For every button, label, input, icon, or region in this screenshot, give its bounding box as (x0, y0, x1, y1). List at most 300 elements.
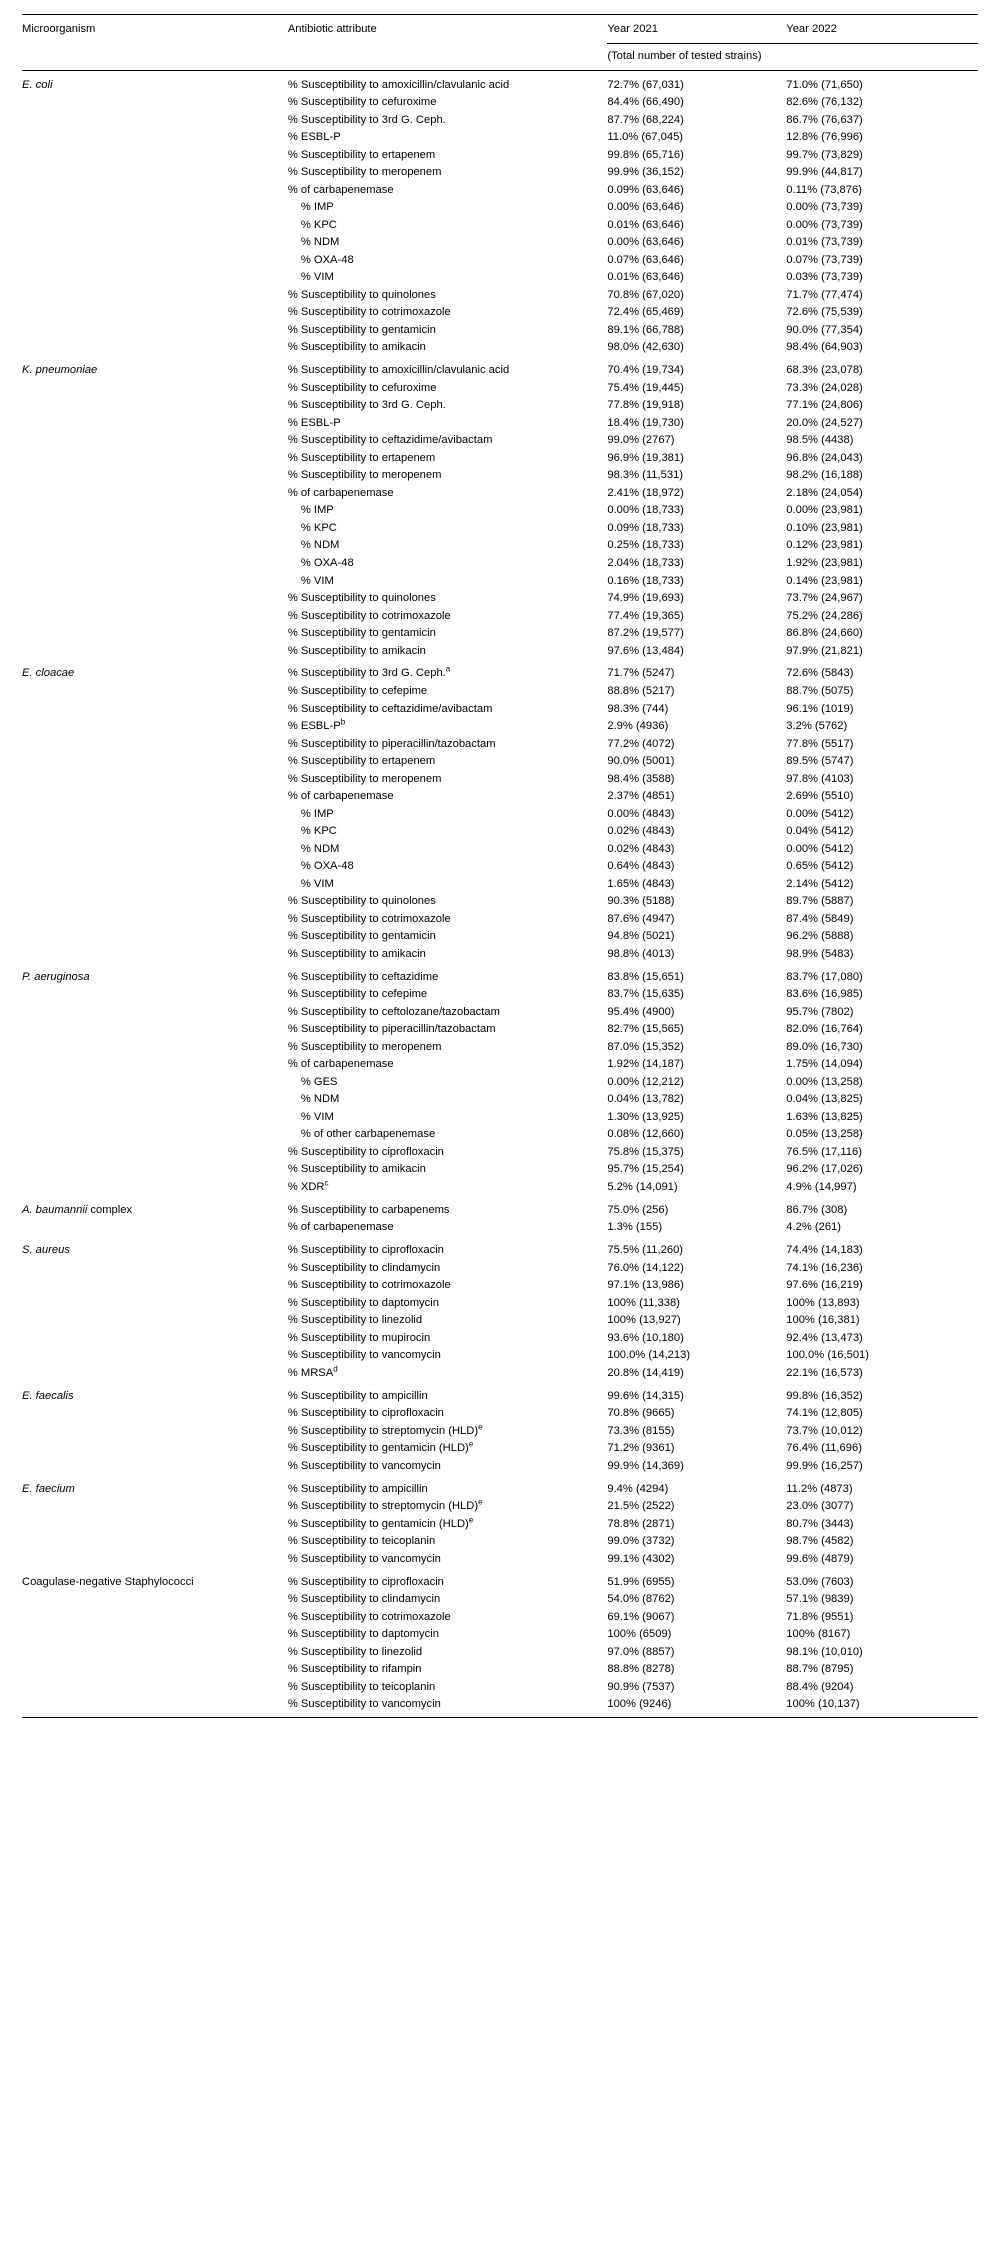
cell-attribute: % Susceptibility to mupirocin (287, 1331, 431, 1344)
table-row (22, 519, 978, 537)
cell-attribute: % Susceptibility to meropenem (287, 166, 442, 179)
cell-organism (22, 111, 288, 129)
cell-organism (22, 1259, 288, 1277)
cell-year-2021: 87.7% (68,224) (607, 113, 684, 126)
cell-year-2022: 0.00% (5412) (786, 842, 854, 855)
cell-attribute: % Susceptibility to clindamycin (287, 1593, 441, 1606)
cell-year-2021: 99.9% (14,369) (607, 1459, 684, 1472)
cell-year-2022: 87.4% (5849) (786, 912, 854, 925)
cell-organism (22, 1591, 288, 1609)
cell-year-2021: 83.7% (15,635) (607, 988, 684, 1001)
table-row (22, 752, 978, 770)
table-row (22, 717, 978, 735)
cell-organism (22, 805, 288, 823)
cell-organism: E. cloacae (22, 667, 75, 680)
cell-attribute: % XDR$^c$ (287, 1178, 329, 1193)
cell-attribute: % Susceptibility to cotrimoxazole (287, 1610, 451, 1623)
cell-attribute: % Susceptibility to vancomycin (287, 1349, 441, 1362)
table-row (22, 1591, 978, 1609)
table-row (22, 1108, 978, 1126)
cell-year-2021: 99.0% (3732) (607, 1535, 675, 1548)
cell-organism (22, 216, 288, 234)
cell-attribute: % IMP (300, 807, 334, 820)
cell-year-2021: 77.2% (4072) (607, 737, 675, 750)
table-row (22, 659, 978, 682)
cell-organism (22, 1364, 288, 1382)
cell-year-2022: 73.7% (10,012) (786, 1424, 863, 1437)
cell-attribute: % Susceptibility to ciprofloxacin (287, 1244, 444, 1257)
cell-year-2021: 100% (9246) (607, 1698, 672, 1711)
cell-attribute: % Susceptibility to meropenem (287, 1040, 442, 1053)
cell-year-2022: 57.1% (9839) (786, 1593, 854, 1606)
cell-year-2022: 98.4% (64,903) (786, 341, 863, 354)
cell-attribute: % NDM (300, 1093, 340, 1106)
cell-attribute: % Susceptibility to teicoplanin (287, 1680, 436, 1693)
cell-year-2022: 82.0% (16,764) (786, 1023, 863, 1036)
table-row (22, 945, 978, 963)
cell-year-2021: 69.1% (9067) (607, 1610, 675, 1623)
table-row (22, 770, 978, 788)
table-row (22, 1440, 978, 1458)
cell-year-2021: 75.5% (11,260) (607, 1244, 684, 1257)
cell-year-2021: 98.0% (42,630) (607, 341, 684, 354)
cell-year-2021: 70.8% (9665) (607, 1407, 675, 1420)
cell-organism (22, 1294, 288, 1312)
cell-organism (22, 1347, 288, 1365)
cell-organism (22, 339, 288, 357)
cell-attribute: % Susceptibility to ampicillin (287, 1389, 428, 1402)
cell-year-2022: 89.0% (16,730) (786, 1040, 863, 1053)
cell-organism (22, 752, 288, 770)
cell-year-2022: 77.1% (24,806) (786, 399, 863, 412)
table-body (22, 15, 978, 1719)
cell-year-2022: 2.14% (5412) (786, 877, 854, 890)
cell-year-2022: 89.5% (5747) (786, 755, 854, 768)
cell-organism (22, 467, 288, 485)
table-row (22, 94, 978, 112)
cell-attribute: % VIM (300, 877, 334, 890)
cell-year-2021: 98.4% (3588) (607, 772, 675, 785)
cell-attribute: % of carbapenemase (287, 1058, 394, 1071)
cell-attribute: % Susceptibility to teicoplanin (287, 1535, 436, 1548)
table-row (22, 164, 978, 182)
cell-organism (22, 379, 288, 397)
cell-year-2022: 88.7% (8795) (786, 1663, 854, 1676)
cell-organism: A. baumannii complex (22, 1203, 133, 1216)
cell-organism: E. faecium (22, 1482, 75, 1495)
cell-year-2021: 1.3% (155) (607, 1221, 663, 1234)
cell-attribute: % ESBL-P (287, 416, 341, 429)
cell-year-2021: 98.8% (4013) (607, 947, 675, 960)
cell-attribute: % Susceptibility to cefuroxime (287, 381, 437, 394)
cell-attribute: % Susceptibility to ciprofloxacin (287, 1407, 444, 1420)
cell-year-2022: 1.63% (13,825) (786, 1110, 863, 1123)
table-row (22, 537, 978, 555)
table-row (22, 397, 978, 415)
table-row (22, 129, 978, 147)
cell-year-2021: 100.0% (14,213) (607, 1349, 691, 1362)
cell-attribute: % Susceptibility to quinolones (287, 288, 436, 301)
cell-year-2021: 94.8% (5021) (607, 930, 675, 943)
cell-attribute: % Susceptibility to amoxicillin/clavulanic acid (287, 78, 510, 91)
cell-attribute: % Susceptibility to vancomycin (287, 1459, 441, 1472)
cell-attribute: % Susceptibility to piperacillin/tazobactam (287, 737, 496, 750)
table-row (22, 1498, 978, 1516)
cell-attribute: % Susceptibility to linezolid (287, 1645, 423, 1658)
cell-year-2021: 99.0% (2767) (607, 434, 675, 447)
cell-year-2021: 97.6% (13,484) (607, 644, 684, 657)
cell-year-2022: 88.4% (9204) (786, 1680, 854, 1693)
cell-year-2021: 98.3% (744) (607, 702, 669, 715)
cell-year-2021: 77.8% (19,918) (607, 399, 684, 412)
table-row (22, 1178, 978, 1196)
table-row (22, 251, 978, 269)
cell-year-2021: 87.2% (19,577) (607, 627, 684, 640)
cell-year-2021: 89.1% (66,788) (607, 323, 684, 336)
cell-attribute: % Susceptibility to ampicillin (287, 1482, 428, 1495)
table-row (22, 1056, 978, 1074)
table-row (22, 788, 978, 806)
table-row (22, 432, 978, 450)
cell-year-2021: 0.02% (4843) (607, 842, 675, 855)
cell-year-2021: 90.9% (7537) (607, 1680, 675, 1693)
cell-year-2021: 84.4% (66,490) (607, 96, 684, 109)
cell-attribute: % Susceptibility to ceftazidime/avibactam (287, 702, 493, 715)
cell-attribute: % Susceptibility to 3rd G. Ceph.$^a$ (287, 664, 451, 680)
cell-year-2022: 0.00% (13,258) (786, 1075, 863, 1088)
cell-year-2022: 90.0% (77,354) (786, 323, 863, 336)
cell-attribute: % NDM (300, 236, 340, 249)
cell-attribute: % Susceptibility to carbapenems (287, 1203, 450, 1216)
cell-year-2021: 75.8% (15,375) (607, 1145, 684, 1158)
cell-organism (22, 1626, 288, 1644)
cell-attribute: % MRSA$^d$ (287, 1364, 338, 1379)
cell-year-2022: 76.4% (11,696) (786, 1442, 862, 1455)
table-row (22, 1161, 978, 1179)
cell-attribute: % NDM (300, 842, 340, 855)
cell-attribute: % Susceptibility to amoxicillin/clavulanic acid (287, 364, 510, 377)
cell-year-2021: 0.07% (63,646) (607, 253, 684, 266)
cell-attribute: % Susceptibility to vancomycin (287, 1552, 441, 1565)
cell-organism (22, 502, 288, 520)
cell-year-2022: 86.7% (76,637) (786, 113, 863, 126)
cell-attribute: % Susceptibility to linezolid (287, 1314, 423, 1327)
tested-strains-note-row (22, 44, 978, 70)
cell-organism (22, 642, 288, 660)
cell-attribute: % Susceptibility to vancomycin (287, 1698, 441, 1711)
cell-year-2021: 71.7% (5247) (607, 667, 675, 680)
table-row (22, 1550, 978, 1568)
cell-organism (22, 397, 288, 415)
cell-attribute: % Susceptibility to gentamicin (HLD)$^e$ (287, 1515, 474, 1530)
cell-year-2021: 78.8% (2871) (607, 1517, 675, 1530)
table-row (22, 624, 978, 642)
table-row (22, 1661, 978, 1679)
table-row (22, 554, 978, 572)
table-row (22, 379, 978, 397)
cell-attribute: % VIM (300, 574, 334, 587)
header-organism: Microorganism (22, 23, 96, 35)
table-row (22, 269, 978, 287)
cell-organism: E. coli (22, 78, 53, 91)
cell-organism (22, 1457, 288, 1475)
cell-year-2021: 88.8% (8278) (607, 1663, 675, 1676)
cell-year-2021: 51.9% (6955) (607, 1575, 675, 1588)
cell-year-2021: 2.04% (18,733) (607, 556, 684, 569)
cell-year-2022: 3.2% (5762) (786, 720, 848, 733)
cell-year-2022: 96.8% (24,043) (786, 451, 863, 464)
table-row (22, 449, 978, 467)
cell-year-2021: 0.00% (18,733) (607, 504, 684, 517)
cell-organism (22, 1550, 288, 1568)
table-row (22, 928, 978, 946)
table-row (22, 607, 978, 625)
cell-organism (22, 624, 288, 642)
cell-year-2022: 98.2% (16,188) (786, 469, 863, 482)
cell-year-2021: 75.0% (256) (607, 1203, 669, 1216)
table-row (22, 1143, 978, 1161)
cell-year-2022: 98.9% (5483) (786, 947, 854, 960)
cell-organism (22, 735, 288, 753)
table-row (22, 1608, 978, 1626)
cell-organism (22, 1038, 288, 1056)
table-row (22, 1073, 978, 1091)
cell-attribute: % OXA-48 (300, 860, 354, 873)
table-row (22, 502, 978, 520)
cell-organism (22, 682, 288, 700)
table-row (22, 181, 978, 199)
cell-year-2022: 96.2% (5888) (786, 930, 854, 943)
cell-attribute: % Susceptibility to ceftolozane/tazobactam (287, 1005, 500, 1018)
table-row (22, 1312, 978, 1330)
cell-attribute: % Susceptibility to ertapenem (287, 451, 436, 464)
cell-organism (22, 1312, 288, 1330)
cell-attribute: % Susceptibility to amikacin (287, 341, 426, 354)
cell-year-2022: 100% (10,137) (786, 1698, 860, 1711)
cell-year-2022: 83.7% (17,080) (786, 970, 863, 983)
cell-attribute: % KPC (300, 218, 337, 231)
cell-organism (22, 1696, 288, 1714)
cell-attribute: % Susceptibility to streptomycin (HLD)$^e$ (287, 1422, 483, 1437)
cell-organism (22, 304, 288, 322)
cell-year-2021: 2.9% (4936) (607, 720, 669, 733)
cell-year-2021: 0.00% (63,646) (607, 236, 684, 249)
cell-year-2022: 1.75% (14,094) (786, 1058, 863, 1071)
cell-year-2021: 0.64% (4843) (607, 860, 675, 873)
table-row (22, 700, 978, 718)
table-row (22, 414, 978, 432)
cell-attribute: % Susceptibility to daptomycin (287, 1296, 439, 1309)
cell-attribute: % Susceptibility to ceftazidime (287, 970, 439, 983)
cell-year-2021: 5.2% (14,091) (607, 1180, 678, 1193)
cell-attribute: % Susceptibility to gentamicin (HLD)$^e$ (287, 1439, 474, 1455)
cell-organism (22, 286, 288, 304)
cell-organism (22, 1178, 288, 1196)
cell-year-2021: 74.9% (19,693) (607, 592, 684, 605)
cell-attribute: % IMP (300, 504, 334, 517)
cell-year-2022: 95.7% (7802) (786, 1005, 854, 1018)
cell-organism (22, 1515, 288, 1533)
table-row (22, 1643, 978, 1661)
cell-attribute: % Susceptibility to amikacin (287, 1163, 426, 1176)
cell-attribute: % Susceptibility to cefepime (287, 988, 428, 1001)
cell-year-2022: 2.18% (24,054) (786, 486, 863, 499)
table-row (22, 893, 978, 911)
table-row (22, 1626, 978, 1644)
cell-year-2022: 76.5% (17,116) (786, 1145, 862, 1158)
cell-organism (22, 1003, 288, 1021)
cell-year-2022: 23.0% (3077) (786, 1500, 854, 1513)
cell-year-2021: 9.4% (4294) (607, 1482, 669, 1495)
cell-attribute: % Susceptibility to cefepime (287, 685, 428, 697)
cell-year-2022: 97.6% (16,219) (786, 1279, 863, 1292)
cell-attribute: % Susceptibility to piperacillin/tazobactam (287, 1023, 496, 1036)
table-row (22, 1678, 978, 1696)
cell-attribute: % of carbapenemase (287, 1221, 394, 1234)
cell-year-2022: 99.8% (16,352) (786, 1389, 863, 1402)
header-year-2022: Year 2022 (786, 23, 837, 35)
table-row (22, 1382, 978, 1405)
cell-organism (22, 449, 288, 467)
table-row (22, 572, 978, 590)
table-row (22, 1405, 978, 1423)
cell-attribute: % Susceptibility to ciprofloxacin (287, 1145, 444, 1158)
cell-organism (22, 1277, 288, 1295)
cell-year-2022: 0.12% (23,981) (786, 539, 863, 552)
cell-year-2022: 96.2% (17,026) (786, 1163, 863, 1176)
header-year-2021: Year 2021 (607, 23, 658, 35)
table-row (22, 1568, 978, 1591)
cell-attribute: % Susceptibility to 3rd G. Ceph. (287, 113, 446, 126)
cell-attribute: % NDM (300, 539, 340, 552)
cell-year-2022: 72.6% (75,539) (786, 306, 863, 319)
cell-year-2022: 20.0% (24,527) (786, 416, 863, 429)
cell-organism (22, 1126, 288, 1144)
cell-year-2022: 77.8% (5517) (786, 737, 854, 750)
cell-attribute: % Susceptibility to 3rd G. Ceph. (287, 399, 446, 412)
cell-year-2022: 92.4% (13,473) (786, 1331, 863, 1344)
cell-attribute: % GES (300, 1075, 338, 1088)
table-row (22, 1329, 978, 1347)
table-row (22, 146, 978, 164)
cell-year-2022: 0.11% (73,876) (786, 183, 862, 196)
cell-organism (22, 484, 288, 502)
cell-year-2021: 70.8% (67,020) (607, 288, 684, 301)
header-attribute: Antibiotic attribute (287, 23, 377, 35)
cell-year-2022: 97.9% (21,821) (786, 644, 863, 657)
cell-year-2022: 2.69% (5510) (786, 790, 854, 803)
cell-attribute: % Susceptibility to cotrimoxazole (287, 1279, 451, 1292)
cell-organism (22, 537, 288, 555)
table-row (22, 1515, 978, 1533)
cell-organism (22, 1533, 288, 1551)
table-row (22, 805, 978, 823)
cell-organism: Coagulase-negative Staphylococci (22, 1575, 194, 1588)
cell-year-2021: 0.00% (63,646) (607, 201, 684, 214)
cell-attribute: % OXA-48 (300, 253, 354, 266)
table-row (22, 71, 978, 94)
cell-year-2021: 0.25% (18,733) (607, 539, 684, 552)
table-row (22, 111, 978, 129)
cell-organism (22, 164, 288, 182)
cell-year-2022: 0.00% (73,739) (786, 218, 863, 231)
cell-year-2022: 88.7% (5075) (786, 685, 854, 697)
cell-year-2022: 4.9% (14,997) (786, 1180, 857, 1193)
cell-organism (22, 554, 288, 572)
cell-year-2022: 89.7% (5887) (786, 895, 854, 908)
cell-year-2021: 97.0% (8857) (607, 1645, 675, 1658)
cell-year-2021: 70.4% (19,734) (607, 364, 684, 377)
table-row (22, 1457, 978, 1475)
table-row (22, 910, 978, 928)
cell-organism (22, 1405, 288, 1423)
cell-organism (22, 414, 288, 432)
cell-organism (22, 94, 288, 112)
cell-organism (22, 986, 288, 1004)
cell-attribute: % IMP (300, 201, 334, 214)
table-row (22, 1364, 978, 1382)
cell-year-2021: 0.09% (63,646) (607, 183, 684, 196)
cell-organism (22, 875, 288, 893)
cell-organism (22, 1661, 288, 1679)
cell-year-2022: 0.00% (23,981) (786, 504, 863, 517)
cell-year-2021: 1.30% (13,925) (607, 1110, 684, 1123)
tested-strains-note: (Total number of tested strains) (607, 50, 762, 63)
cell-year-2022: 0.04% (5412) (786, 825, 854, 838)
cell-year-2021: 99.6% (14,315) (607, 1389, 684, 1402)
table-row (22, 1277, 978, 1295)
cell-year-2022: 99.9% (16,257) (786, 1459, 863, 1472)
cell-year-2021: 1.92% (14,187) (607, 1058, 684, 1071)
table-row (22, 484, 978, 502)
cell-year-2022: 83.6% (16,985) (786, 988, 863, 1001)
cell-year-2022: 74.1% (16,236) (786, 1261, 863, 1274)
table-row (22, 356, 978, 379)
cell-attribute: % of carbapenemase (287, 183, 394, 196)
cell-year-2022: 73.3% (24,028) (786, 381, 863, 394)
table-row (22, 339, 978, 357)
cell-year-2021: 100% (13,927) (607, 1314, 681, 1327)
cell-organism: P. aeruginosa (22, 970, 90, 983)
cell-attribute: % Susceptibility to meropenem (287, 772, 442, 785)
cell-organism (22, 1161, 288, 1179)
table-row (22, 986, 978, 1004)
cell-organism (22, 928, 288, 946)
cell-year-2021: 83.8% (15,651) (607, 970, 684, 983)
table-row (22, 1219, 978, 1237)
cell-attribute: % Susceptibility to cotrimoxazole (287, 912, 451, 925)
table-row (22, 304, 978, 322)
cell-year-2022: 72.6% (5843) (786, 667, 854, 680)
table-row (22, 840, 978, 858)
cell-organism (22, 1219, 288, 1237)
cell-year-2022: 99.9% (44,817) (786, 166, 863, 179)
table-row (22, 1294, 978, 1312)
cell-organism (22, 840, 288, 858)
cell-attribute: % Susceptibility to ciprofloxacin (287, 1575, 444, 1588)
cell-year-2021: 72.7% (67,031) (607, 78, 684, 91)
cell-year-2021: 95.7% (15,254) (607, 1163, 684, 1176)
cell-year-2021: 0.01% (63,646) (607, 218, 684, 231)
cell-year-2021: 2.37% (4851) (607, 790, 675, 803)
cell-attribute: % VIM (300, 271, 334, 284)
table-bottom-rule (22, 1718, 978, 1719)
cell-year-2022: 68.3% (23,078) (786, 364, 863, 377)
cell-organism (22, 788, 288, 806)
table-row (22, 1091, 978, 1109)
cell-attribute: % Susceptibility to meropenem (287, 469, 442, 482)
cell-year-2021: 20.8% (14,419) (607, 1366, 684, 1379)
